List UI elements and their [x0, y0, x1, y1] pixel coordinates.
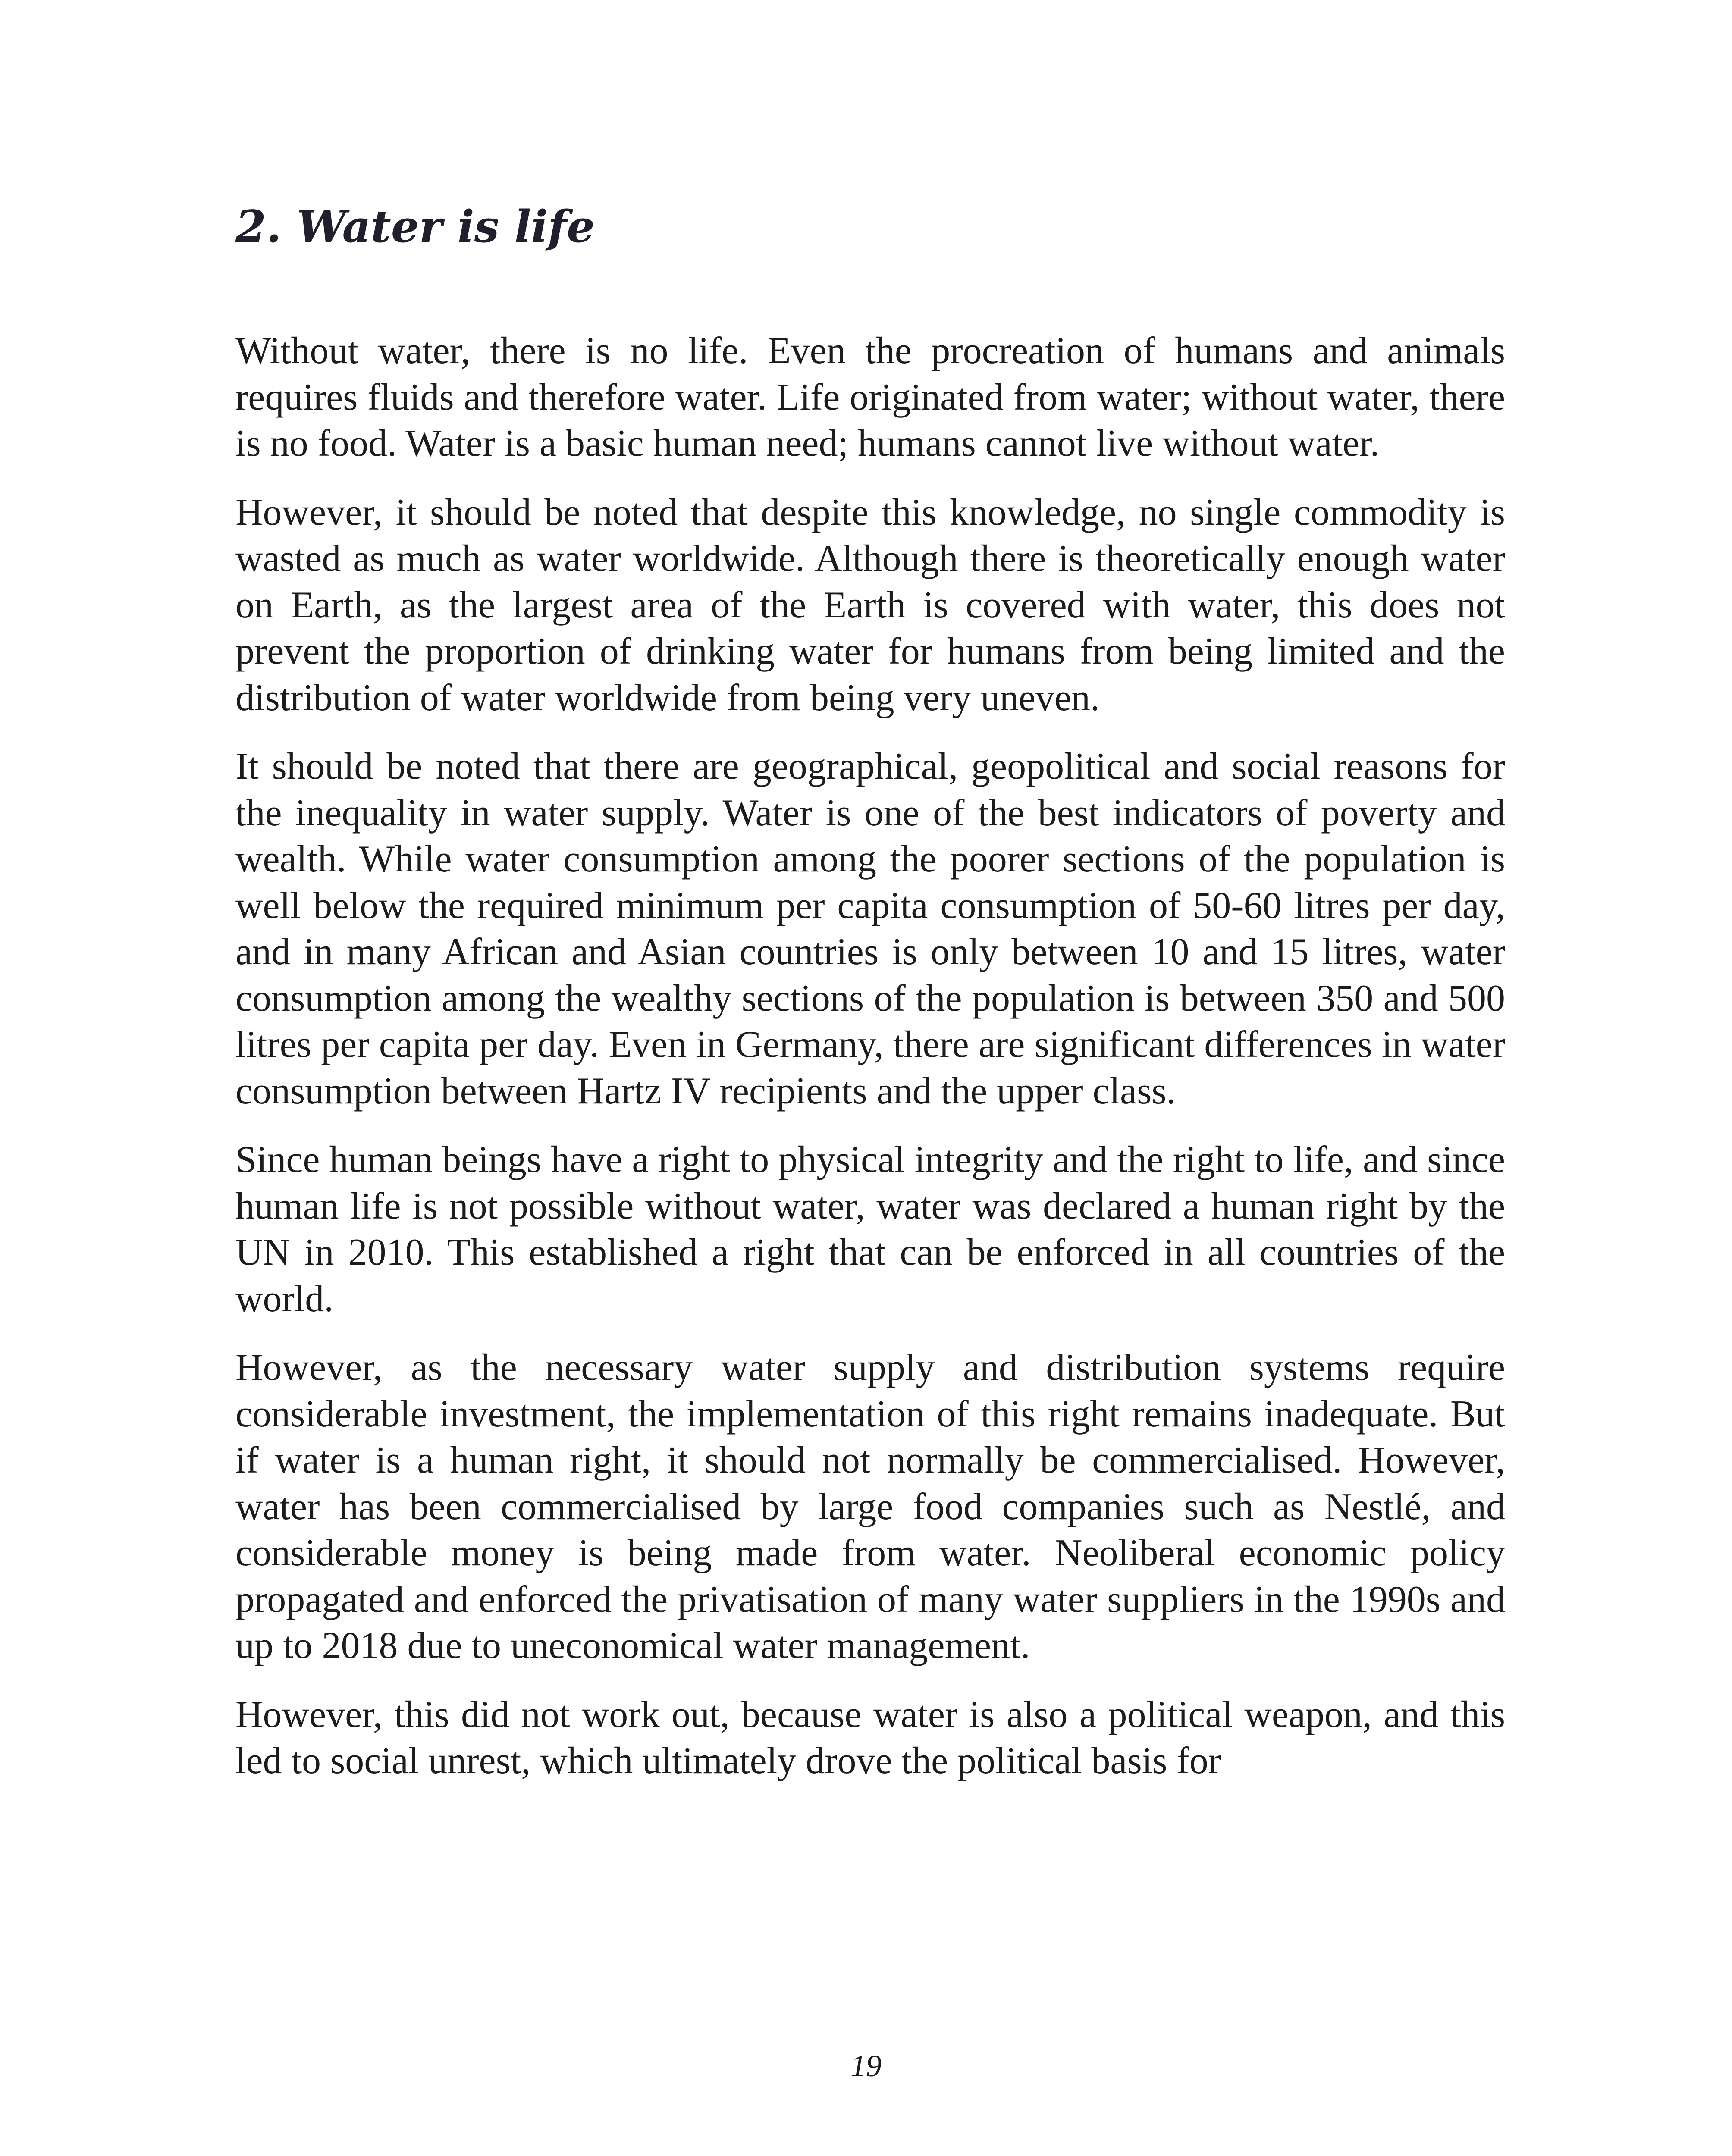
chapter-title: 2. Water is life: [235, 201, 595, 253]
paragraph: However, as the necessary water supply and distribution systems require considerable investment, the implementation of this right remains inadequate. But if water is a human right, it should not normally be commercialised. However, water has been commercialised by large food companies such as Nestlé, and considerable money is being made from water. Neoliberal economic policy propagated and enforced the privatisation of many water suppliers in the 1990s and up to 2018 due to uneconomical water management.: [235, 1347, 1505, 1667]
paragraph: Without water, there is no life. Even the procreation of humans and animals requires fluids and therefore water. Life originated from water; without water, there is no food. Water is a basic human need; humans cannot live without water.: [235, 330, 1505, 464]
paragraph: It should be noted that there are geographical, geopolitical and social reasons for the inequality in water supply. Water is one of the best indicators of poverty and wealth. While water consumption among the poorer sections of the population is well below the required minimum per capita consumption of 50-60 litres per day, and in many African and Asian countries is only between 10 and 15 litres, water consumption among the wealthy sections of the population is between 350 and 500 litres per capita per day. Even in Germany, there are significant differences in water consumption between Hartz IV recipients and the upper class.: [235, 746, 1505, 1112]
body-text: [235, 328, 1505, 1807]
paragraph: However, this did not work out, because water is also a political weapon, and this led to social unrest, which ultimately drove the political basis for: [235, 1693, 1505, 1782]
page-number: 19: [850, 2049, 882, 2083]
paragraph: However, it should be noted that despite this knowledge, no single commodity is wasted as much as water worldwide. Although there is theoretically enough water on Earth, as the largest area of the Earth is covered with water, this does not prevent the proportion of drinking water for humans from being limited and the distribution of water worldwide from being very uneven.: [235, 491, 1505, 719]
paragraph: Since human beings have a right to physical integrity and the right to life, and since human life is not possible without water, water was declared a human right by the UN in 2010. This established a right that can be enforced in all countries of the world.: [235, 1139, 1505, 1320]
